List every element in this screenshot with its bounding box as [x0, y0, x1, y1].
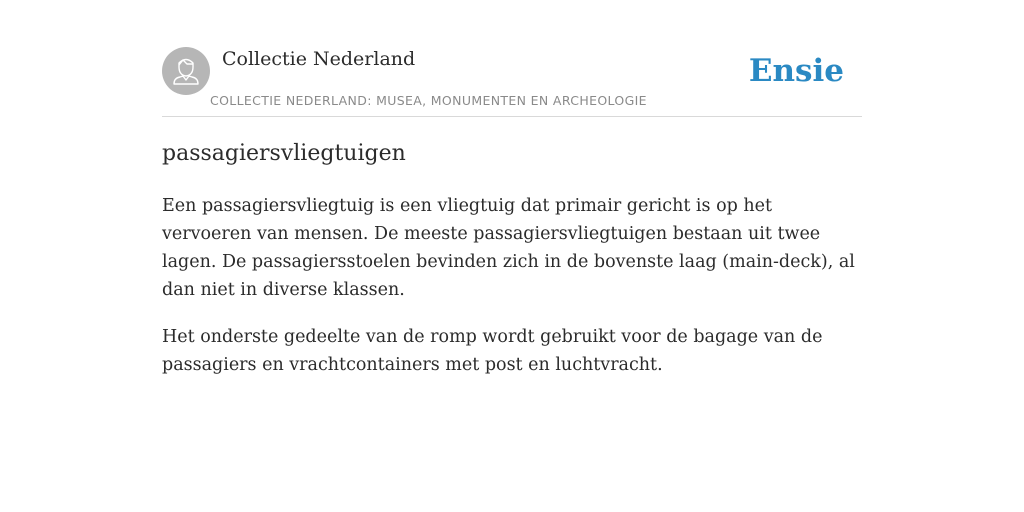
page-title: passagiersvliegtuigen [162, 141, 406, 166]
ensie-logo[interactable]: Ensie [748, 53, 844, 89]
user-avatar-icon[interactable] [162, 47, 210, 95]
source-subtitle: COLLECTIE NEDERLAND: MUSEA, MONUMENTEN EN ARCHEOLOGIE [210, 93, 647, 108]
article-header [162, 47, 862, 117]
article-paragraph: Het onderste gedeelte van de romp wordt gebruikt voor de bagage van de passagiers en vrachtcontainers met post en luchtvracht. [162, 327, 823, 375]
article-paragraph: Een passagiersvliegtuig is een vliegtuig dat primair gericht is op het vervoeren van mensen. De meeste passagiersvliegtuigen bestaan uit twee lagen. De passagiersstoelen bevinden zich in de bovenste laag (main-deck), al dan niet in diverse klassen. [162, 196, 855, 300]
article-body [162, 192, 862, 398]
author-name[interactable]: Collectie Nederland [222, 48, 416, 70]
